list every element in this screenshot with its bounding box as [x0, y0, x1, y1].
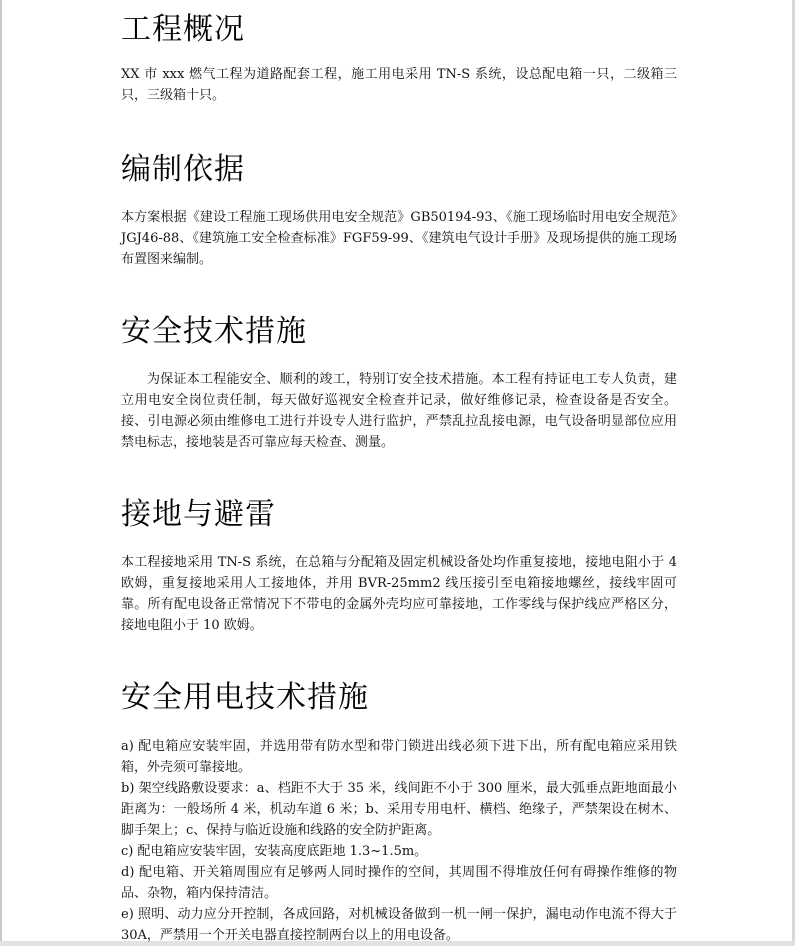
list-item-b: b) 架空线路敷设要求：a、档距不大于 35 米，线间距不小于 300 厘米，最大弧垂点距地面最小距离为：一般场所 4 米，机动车道 6 米；b、采用专用电杆、横档、绝缘子，严禁架设在树木、脚手架上；c、保持与临近设施和线路的安全防护距离。	[121, 781, 677, 838]
paragraph: 本工程接地采用 TN-S 系统，在总箱与分配箱及固定机械设备处均作重复接地，接地电阻小于 4 欧姆，重复接地采用人工接地体，并用 BVR-25mm2 线压接引至电箱接地螺丝，接线牢固可靠。所有配电设备正常情况下不带电的金属外壳均应可靠接地，工作零线与保护线应严格区分，接地电阻小于 10 欧姆。	[121, 555, 677, 633]
section-body-safety-measures	[121, 369, 677, 453]
section-body-grounding	[121, 552, 677, 636]
list-item-e: e) 照明、动力应分开控制，各成回路，对机械设备做到一机一闸一保护，漏电动作电流不得大于 30A，严禁用一个开关电器直接控制两台以上的用电设备。	[121, 907, 677, 943]
page-left-border	[0, 0, 2, 946]
section-heading-safety-measures: 安全技术措施	[121, 314, 307, 349]
section-body-basis	[121, 207, 677, 270]
paragraph: XX 市 xxx 燃气工程为道路配套工程，施工用电采用 TN-S 系统，设总配电箱一只，二级箱三只，三级箱十只。	[121, 67, 677, 103]
paragraph: 为保证本工程能安全、顺利的竣工，特别订安全技术措施。本工程有持证电工专人负责，建立用电安全岗位责任制，每天做好巡视安全检查并记录，做好维修记录，检查设备是否安全。接、引电源必须由维修电工进行并设专人进行监护，严禁乱拉乱接电源，电气设备明显部位应用禁电标志，接地装是否可靠应每天检查、测量。	[121, 372, 677, 450]
section-body-overview	[121, 64, 677, 106]
list-item-c: c) 配电箱应安装牢固，安装高度底距地 1.3~1.5m。	[121, 844, 428, 859]
section-heading-overview: 工程概况	[121, 12, 245, 47]
list-item-a: a) 配电箱应安装牢固，并选用带有防水型和带门锁进出线必须下进下出，所有配电箱应采用铁箱，外壳须可靠接地。	[121, 739, 677, 775]
section-heading-basis: 编制依据	[121, 152, 245, 187]
paragraph: 本方案根据《建设工程施工现场供用电安全规范》GB50194-93、《施工现场临时用电安全规范》JGJ46-88、《建筑施工安全检查标准》FGF59-99、《建筑电气设计手册》及现场提供的施工现场布置图来编制。	[121, 210, 677, 267]
list-item-d: d) 配电箱、开关箱周围应有足够两人同时操作的空间，其周围不得堆放任何有碍操作维修的物品、杂物，箱内保持清洁。	[121, 865, 677, 901]
section-body-electrical-safety	[121, 736, 677, 946]
section-heading-electrical-safety: 安全用电技术措施	[121, 680, 369, 715]
section-heading-grounding: 接地与避雷	[121, 497, 276, 532]
